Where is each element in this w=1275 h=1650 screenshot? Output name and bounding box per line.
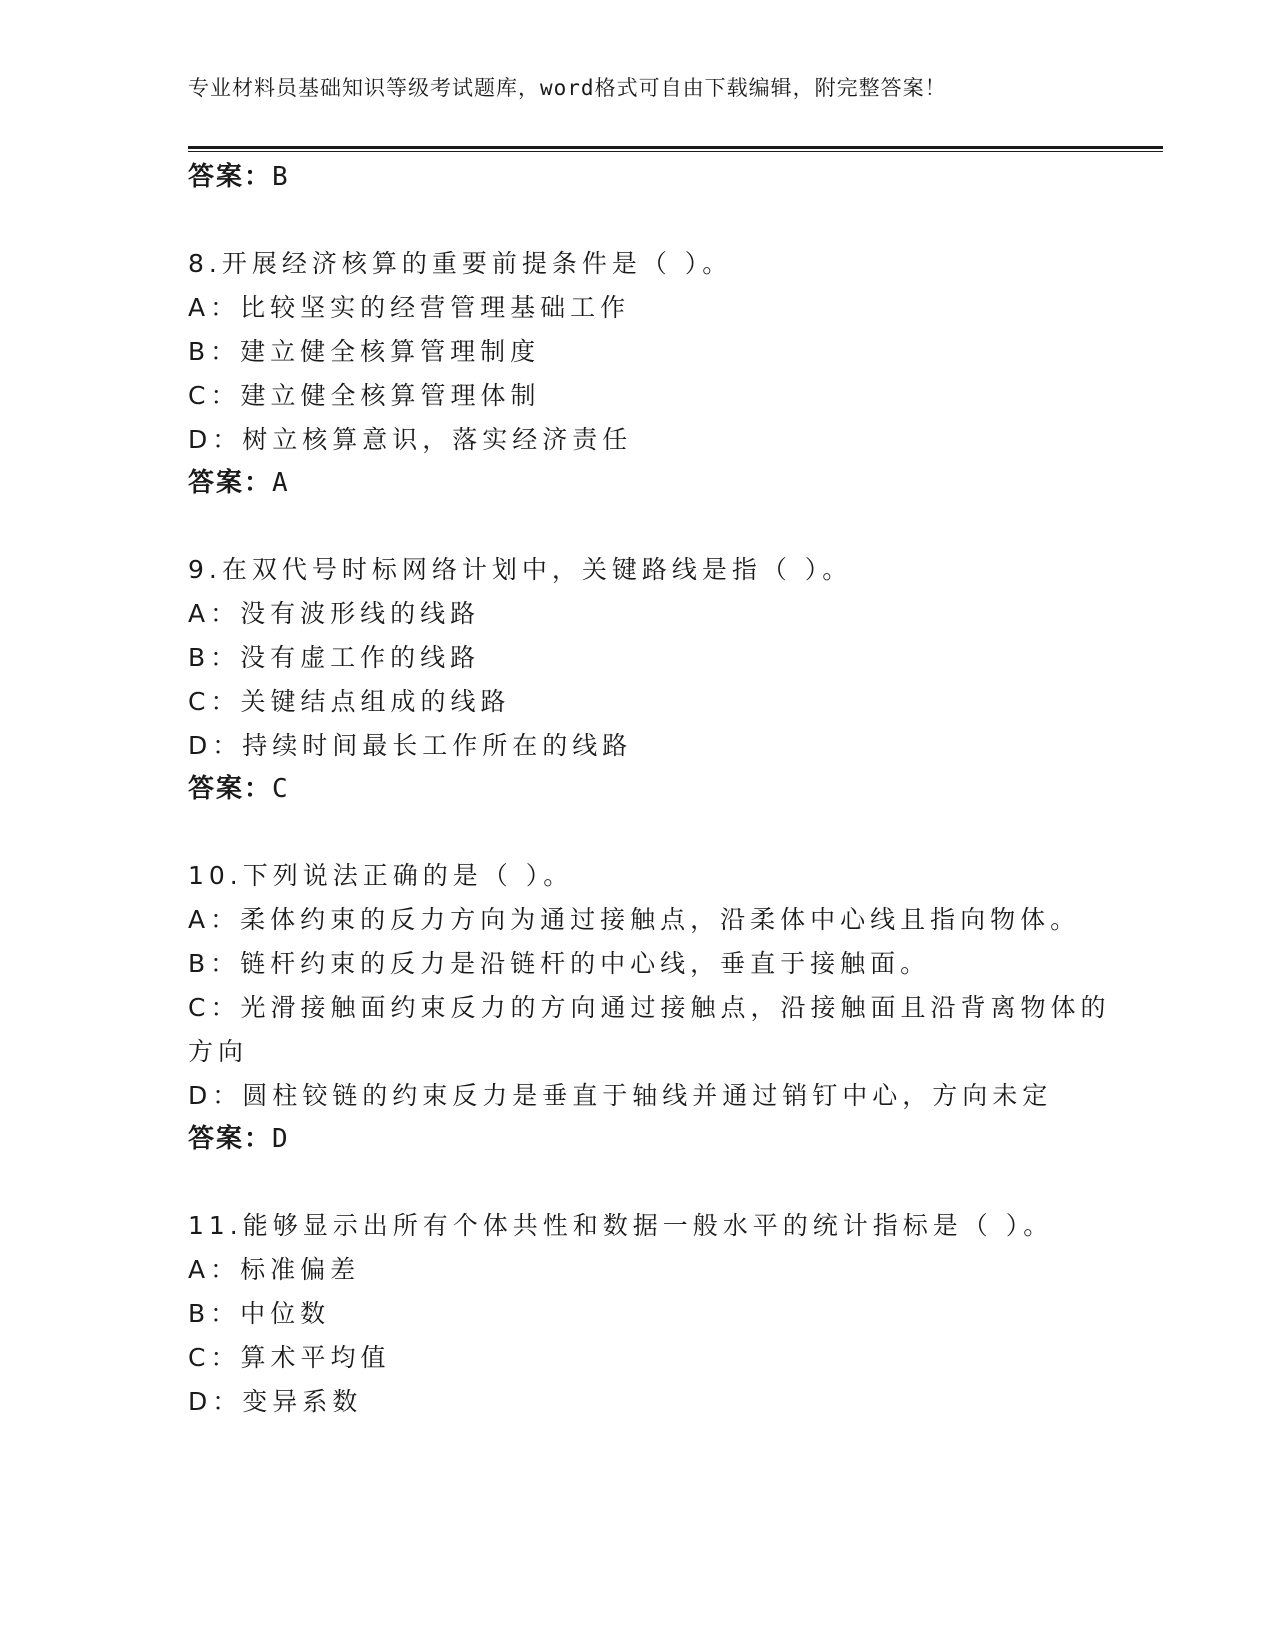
question-8-option-b: B：建立健全核算管理制度 (188, 337, 541, 366)
question-9-option-a: A：没有波形线的线路 (188, 599, 481, 628)
answer-label: 答案： (188, 1124, 273, 1154)
question-8-answer (188, 462, 290, 499)
question-10-stem: 10.下列说法正确的是（ ）。 (188, 861, 574, 890)
question-9-option-d: D：持续时间最长工作所在的线路 (188, 731, 633, 760)
question-10-option-c-continued: 方向 (188, 1037, 249, 1066)
header-rule-thin (188, 151, 1163, 152)
question-9-option-b: B：没有虚工作的线路 (188, 643, 481, 672)
answer-value: D (272, 1124, 290, 1154)
question-10-option-a: A：柔体约束的反力方向为通过接触点，沿柔体中心线且指向物体。 (188, 905, 1081, 934)
question-11-option-d: D：变异系数 (188, 1387, 363, 1416)
question-9-answer (188, 768, 290, 805)
question-9-stem: 9.在双代号时标网络计划中，关键路线是指（ ）。 (188, 555, 853, 584)
question-8-option-c: C：建立健全核算管理体制 (188, 381, 541, 410)
answer-value: B (272, 162, 290, 192)
question-10-option-b: B：链杆约束的反力是沿链杆的中心线，垂直于接触面。 (188, 949, 931, 978)
question-10-answer (188, 1118, 290, 1155)
header-rule-thick (188, 146, 1163, 149)
question-8-option-a: A：比较坚实的经营管理基础工作 (188, 293, 631, 322)
answer-value: A (272, 468, 290, 498)
answer-label: 答案： (188, 162, 273, 192)
question-10-option-d: D：圆柱铰链的约束反力是垂直于轴线并通过销钉中心，方向未定 (188, 1081, 1053, 1110)
answer-value: C (272, 774, 290, 804)
answer-label: 答案： (188, 774, 273, 804)
answer-label: 答案： (188, 468, 273, 498)
question-11-option-a: A：标准偏差 (188, 1255, 361, 1284)
question-11-option-b: B：中位数 (188, 1299, 331, 1328)
question-8-stem: 8.开展经济核算的重要前提条件是（ ）。 (188, 249, 733, 278)
question-9-option-c: C：关键结点组成的线路 (188, 687, 511, 716)
question-11-stem: 11.能够显示出所有个体共性和数据一般水平的统计指标是（ ）。 (188, 1211, 1054, 1240)
document-header: 专业材料员基础知识等级考试题库，word格式可自由下载编辑，附完整答案！ (188, 76, 947, 100)
question-8-option-d: D：树立核算意识，落实经济责任 (188, 425, 633, 454)
answer-prev (188, 156, 290, 193)
question-11-option-c: C：算术平均值 (188, 1343, 391, 1372)
question-10-option-c: C：光滑接触面约束反力的方向通过接触点，沿接触面且沿背离物体的 (188, 993, 1111, 1022)
